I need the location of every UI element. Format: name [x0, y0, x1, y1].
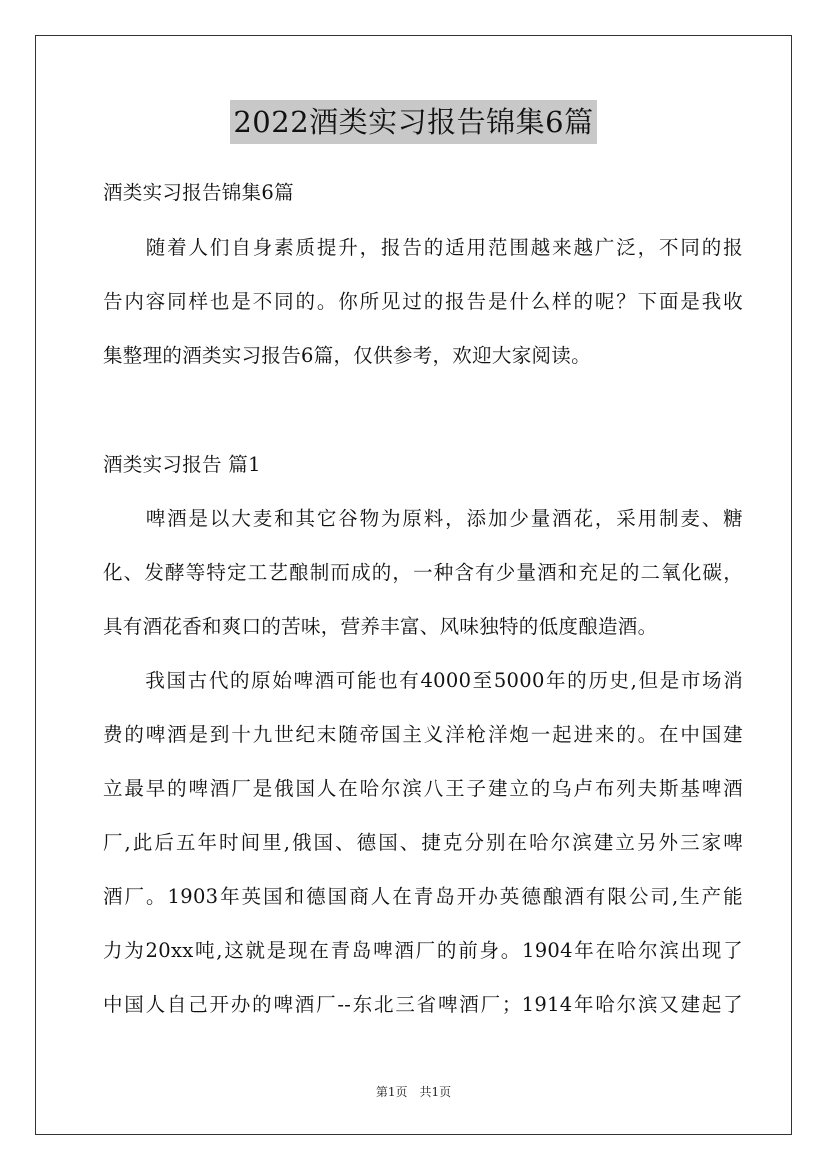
document-subtitle: 酒类实习报告锦集6篇 — [103, 181, 294, 204]
paragraph-1-line-2: 化、发酵等特定工艺酿制而成的，一种含有少量酒和充足的二氧化碳， — [103, 561, 743, 584]
section-heading: 酒类实习报告 篇1 — [103, 453, 261, 476]
paragraph-2-line-7: 中国人自己开办的啤酒厂--东北三省啤酒厂；1914年哈尔滨又建起了 — [103, 993, 743, 1016]
paragraph-2-line-6: 力为20xx吨,这就是现在青岛啤酒厂的前身。1904年在哈尔滨出现了 — [103, 939, 743, 962]
paragraph-2-line-2: 费的啤酒是到十九世纪末随帝国主义洋枪洋炮一起进来的。在中国建 — [103, 723, 743, 746]
paragraph-1-line-3: 具有酒花香和爽口的苦味，营养丰富、风味独特的低度酿造酒。 — [103, 615, 658, 638]
intro-line-3: 集整理的酒类实习报告6篇，仅供参考，欢迎大家阅读。 — [103, 344, 591, 367]
paragraph-1-line-1: 啤酒是以大麦和其它谷物为原料，添加少量酒花，采用制麦、糖 — [103, 507, 743, 530]
paragraph-2-line-1: 我国古代的原始啤酒可能也有4000至5000年的历史,但是市场消 — [103, 669, 743, 692]
intro-line-2: 告内容同样也是不同的。你所见过的报告是什么样的呢？下面是我收 — [103, 290, 743, 313]
paragraph-2-line-5: 酒厂。1903年英国和德国商人在青岛开办英德酿酒有限公司,生产能 — [103, 885, 743, 908]
title-container — [0, 100, 827, 144]
page-footer: 第1页 共1页 — [375, 1085, 452, 1099]
paragraph-2-line-4: 厂,此后五年时间里,俄国、德国、捷克分别在哈尔滨建立另外三家啤 — [103, 831, 743, 854]
paragraph-2-line-3: 立最早的啤酒厂是俄国人在哈尔滨八王子建立的乌卢布列夫斯基啤酒 — [103, 777, 743, 800]
document-title: 2022酒类实习报告锦集6篇 — [230, 100, 596, 144]
intro-line-1: 随着人们自身素质提升，报告的适用范围越来越广泛，不同的报 — [103, 236, 743, 259]
